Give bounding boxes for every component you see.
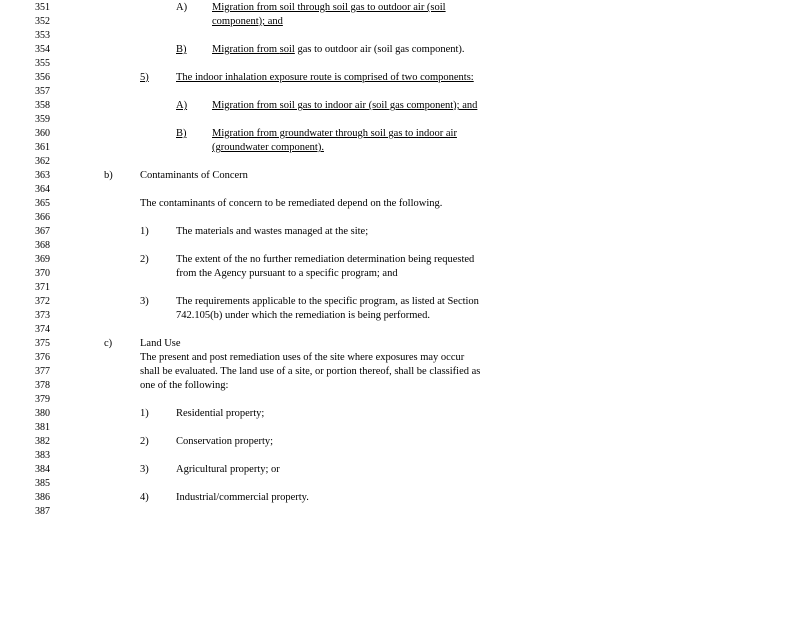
- line-number: 372: [35, 296, 50, 307]
- item-text: Migration from soil through soil gas to outdoor air (soil: [212, 2, 446, 13]
- item-label: 3): [140, 296, 149, 307]
- line-number: 371: [35, 282, 50, 293]
- line-number: 385: [35, 478, 50, 489]
- item-text: 742.105(b) under which the remediation is being performed.: [176, 310, 430, 321]
- item-text: Residential property;: [176, 408, 265, 419]
- item-text: Migration from soil gas to indoor air (soil gas component); and: [212, 100, 478, 111]
- item-text: Migration from soil gas to outdoor air (soil gas component).: [212, 44, 465, 55]
- line-number: 377: [35, 366, 50, 377]
- line-number: 364: [35, 184, 50, 195]
- paragraph-text: The present and post remediation uses of the site where exposures may occur: [140, 352, 465, 363]
- line-number: 351: [35, 2, 50, 13]
- line-number: 380: [35, 408, 50, 419]
- item-label: 2): [140, 254, 149, 265]
- line-number: 369: [35, 254, 50, 265]
- item-text: The extent of the no further remediation determination being requested: [176, 254, 475, 265]
- line-number: 387: [35, 506, 50, 517]
- item-label: A): [176, 100, 188, 111]
- section-heading: Land Use: [140, 338, 181, 349]
- line-number: 353: [35, 30, 50, 41]
- item-text: The indoor inhalation exposure route is comprised of two components:: [176, 72, 474, 83]
- paragraph-text: shall be evaluated. The land use of a site, or portion thereof, shall be classified as: [140, 366, 481, 377]
- line-number: 356: [35, 72, 50, 83]
- line-number: 376: [35, 352, 50, 363]
- item-text: Conservation property;: [176, 436, 274, 447]
- section-label: c): [104, 338, 113, 349]
- line-number: 368: [35, 240, 50, 251]
- item-text: The requirements applicable to the specific program, as listed at Section: [176, 296, 479, 307]
- item-label: 3): [140, 464, 149, 475]
- item-label: A): [176, 2, 188, 13]
- line-number: 373: [35, 310, 50, 321]
- paragraph-text: one of the following:: [140, 380, 229, 391]
- line-number: 357: [35, 86, 50, 97]
- line-number: 379: [35, 394, 50, 405]
- item-text: Agricultural property; or: [176, 464, 280, 475]
- line-number: 354: [35, 44, 50, 55]
- line-number: 365: [35, 198, 50, 209]
- section-heading: Contaminants of Concern: [140, 170, 248, 181]
- line-number: 378: [35, 380, 50, 391]
- line-number: 355: [35, 58, 50, 69]
- line-number: 360: [35, 128, 50, 139]
- line-number: 367: [35, 226, 50, 237]
- item-label: 2): [140, 436, 149, 447]
- item-label: 1): [140, 226, 149, 237]
- item-text: The materials and wastes managed at the site;: [176, 226, 369, 237]
- item-text: Migration from groundwater through soil gas to indoor air: [212, 128, 457, 139]
- item-label: B): [176, 128, 187, 139]
- line-number: 363: [35, 170, 50, 181]
- item-text: Industrial/commercial property.: [176, 492, 309, 503]
- line-number: 386: [35, 492, 50, 503]
- line-number: 374: [35, 324, 50, 335]
- line-number: 381: [35, 422, 50, 433]
- item-label: 4): [140, 492, 149, 503]
- line-number: 359: [35, 114, 50, 125]
- item-label: 1): [140, 408, 149, 419]
- item-label: B): [176, 44, 187, 55]
- item-text: (groundwater component).: [212, 142, 324, 153]
- line-number: 384: [35, 464, 50, 475]
- line-number: 352: [35, 16, 50, 27]
- line-number: 375: [35, 338, 50, 349]
- item-label: 5): [140, 72, 149, 83]
- item-text: component); and: [212, 16, 283, 27]
- line-number: 358: [35, 100, 50, 111]
- line-number: 366: [35, 212, 50, 223]
- line-number: 362: [35, 156, 50, 167]
- line-number: 383: [35, 450, 50, 461]
- line-number: 370: [35, 268, 50, 279]
- item-text: from the Agency pursuant to a specific program; and: [176, 268, 398, 279]
- section-label: b): [104, 170, 113, 181]
- paragraph-text: The contaminants of concern to be remediated depend on the following.: [140, 198, 443, 209]
- line-number: 382: [35, 436, 50, 447]
- line-number: 361: [35, 142, 50, 153]
